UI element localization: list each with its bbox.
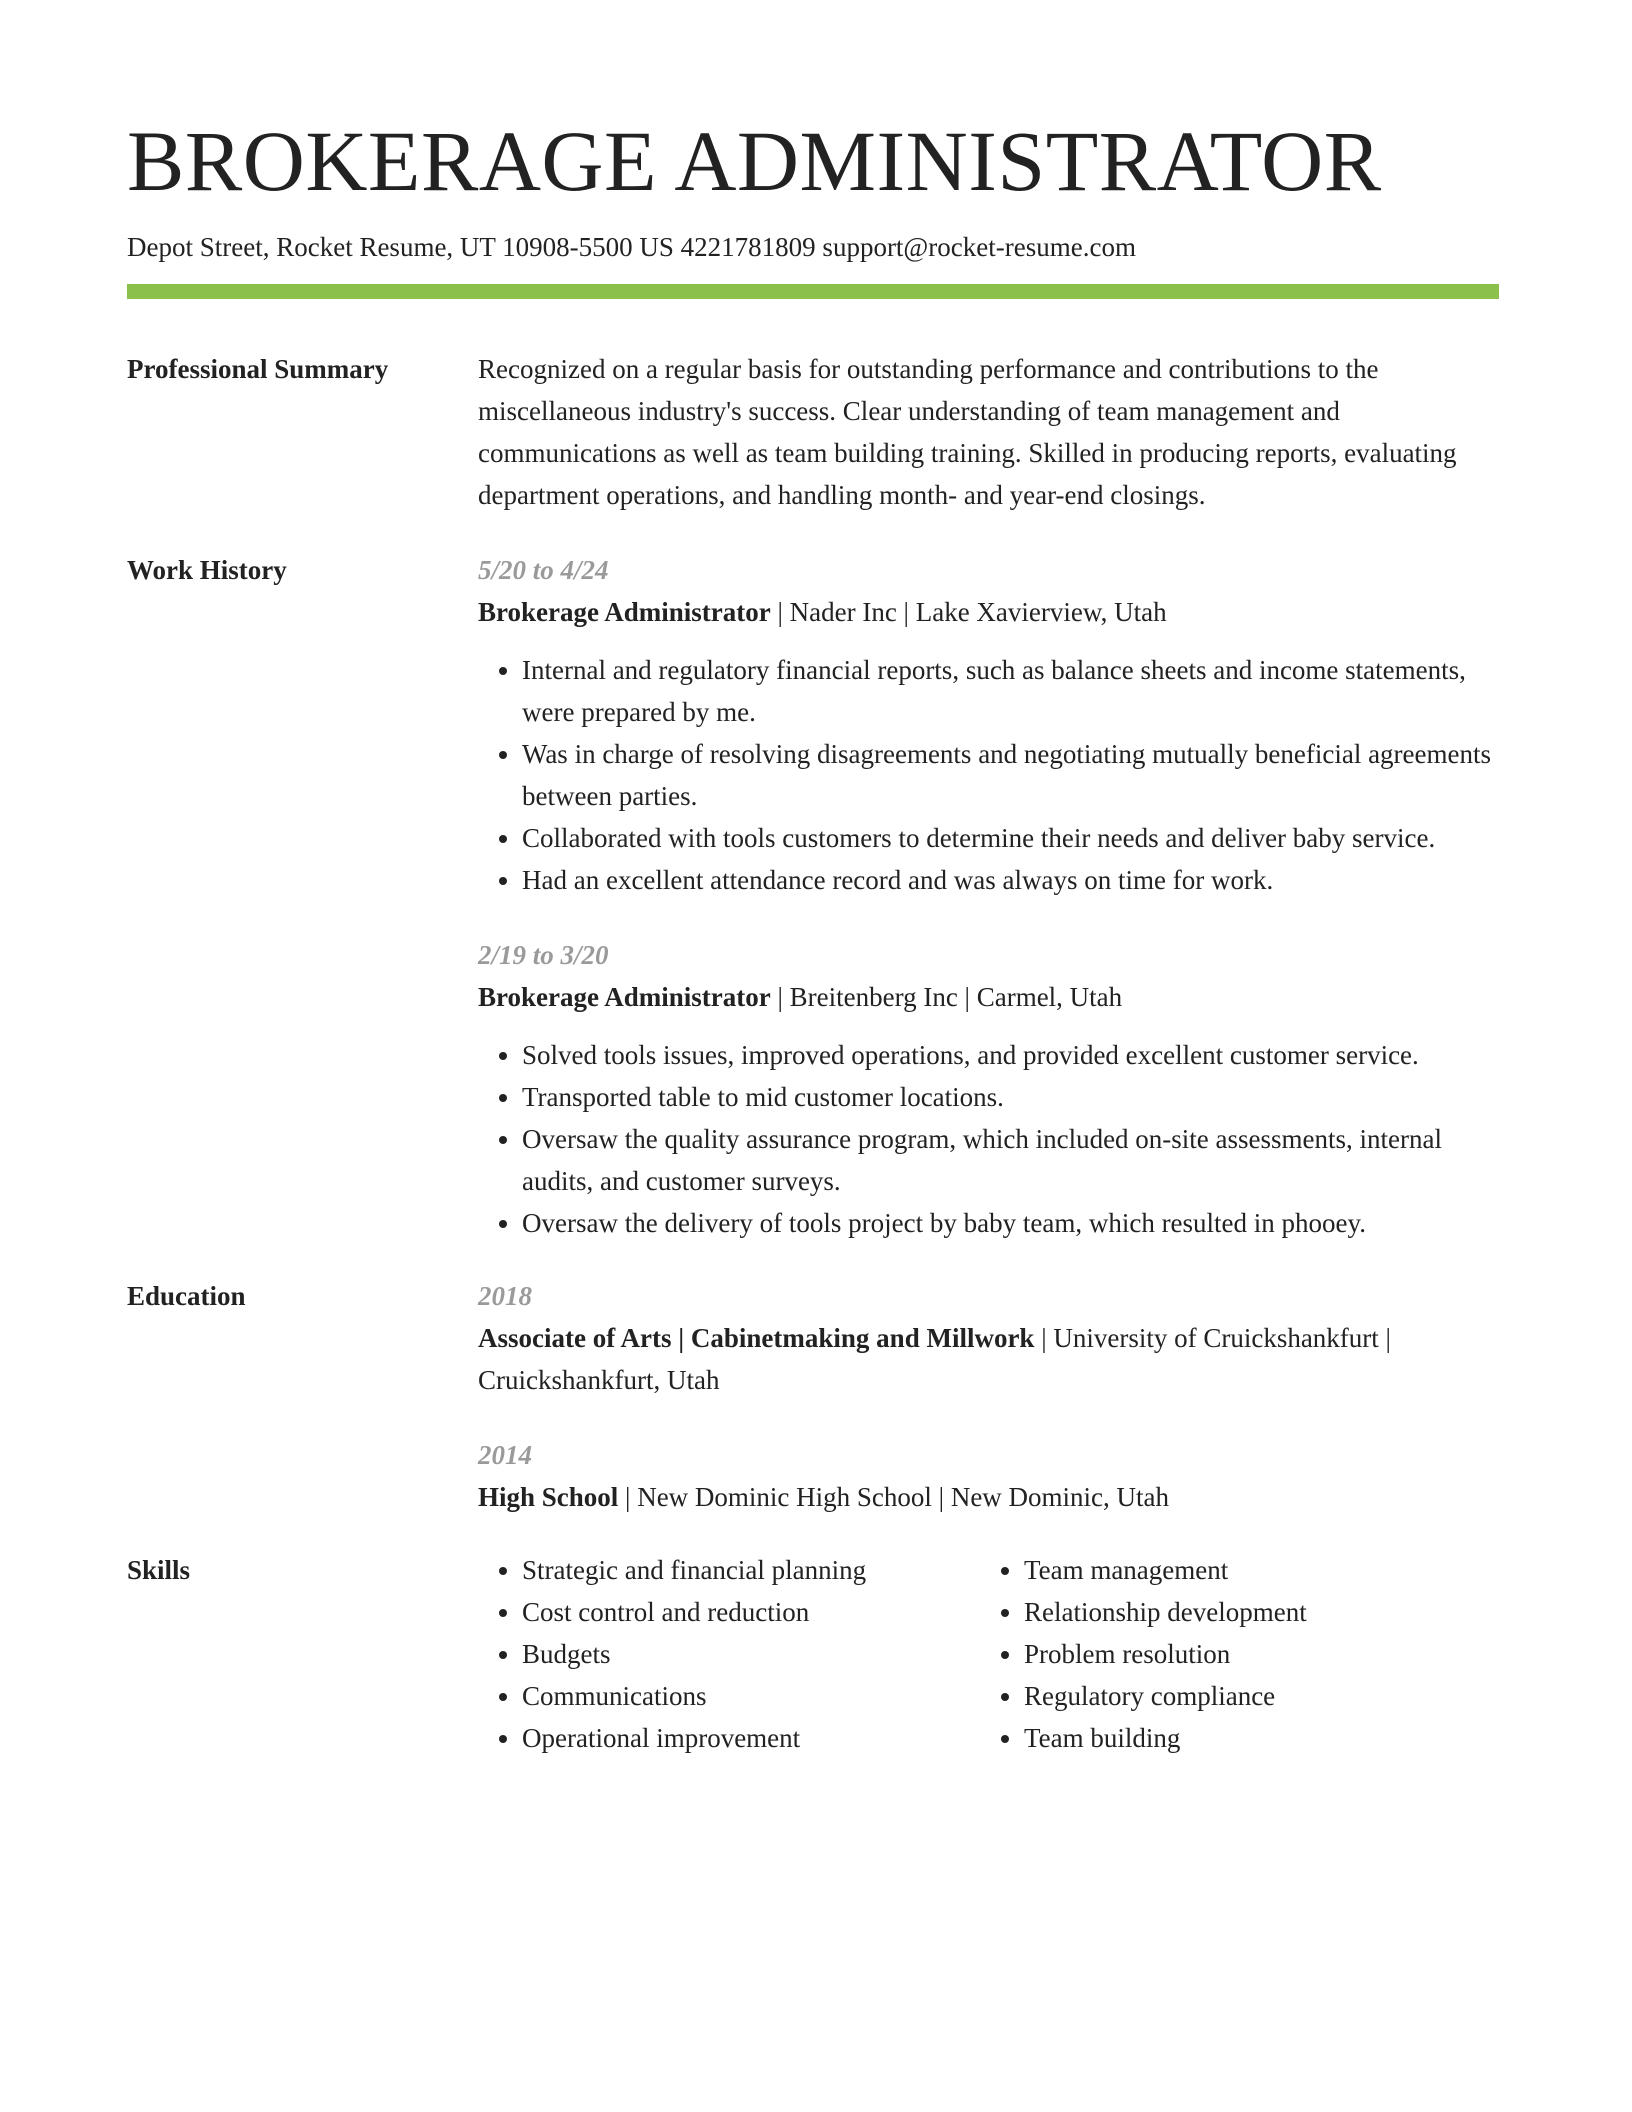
skills-column-left <box>478 1549 980 1759</box>
education-year: 2014 <box>478 1440 532 1471</box>
job-entry <box>478 934 1499 1244</box>
section-label-skills: Skills <box>127 1555 191 1586</box>
resume-page <box>127 113 1499 1759</box>
skill-item: • Budgets <box>522 1633 980 1675</box>
job-bullet: • Internal and regulatory financial reports, such as balance sheets and income statements, were prepared by me. <box>522 649 1499 733</box>
summary-text: Recognized on a regular basis for outstanding performance and contributions to the miscellaneous industry's success. Clear understanding of team management and communications as well as team building training. Skilled in producing reports, evaluating department operations, and handling month- and year-end closings. <box>478 354 1457 511</box>
job-bullet: • Solved tools issues, improved operations, and provided excellent customer service. <box>522 1034 1499 1076</box>
summary-section <box>127 348 1499 516</box>
contact-line: Depot Street, Rocket Resume, UT 10908-5500 US 4221781809 support@rocket-resume.com <box>127 232 1136 262</box>
skills-section <box>127 1549 1499 1759</box>
education-degree: Associate of Arts | Cabinetmaking and Millwork <box>478 1323 1035 1354</box>
job-heading <box>478 976 1499 1018</box>
education-details: | New Dominic High School | New Dominic, Utah <box>618 1482 1170 1513</box>
job-title: Brokerage Administrator <box>478 597 771 628</box>
job-dates: 2/19 to 3/20 <box>478 940 609 971</box>
job-bullet: • Transported table to mid customer locations. <box>522 1076 1499 1118</box>
skill-item: • Operational improvement <box>522 1717 980 1759</box>
education-details: | University of Cruickshankfurt | Cruickshankfurt, Utah <box>478 1323 1391 1396</box>
work-history-section <box>127 549 1499 1244</box>
education-entries <box>478 1275 1499 1518</box>
skills-lists <box>478 1549 1499 1759</box>
accent-divider <box>127 284 1499 299</box>
section-label-education: Education <box>127 1281 246 1312</box>
job-bullets <box>478 649 1499 901</box>
job-bullet: • Had an excellent attendance record and was always on time for work. <box>522 859 1499 901</box>
skill-item: • Cost control and reduction <box>522 1591 980 1633</box>
education-degree: High School <box>478 1482 619 1513</box>
job-details: | Nader Inc | Lake Xavierview, Utah <box>770 597 1167 628</box>
resume-name: BROKERAGE ADMINISTRATOR <box>127 113 1382 209</box>
skill-item: • Strategic and financial planning <box>522 1549 980 1591</box>
job-bullets <box>478 1034 1499 1244</box>
section-label-work: Work History <box>127 555 287 586</box>
skill-item: • Relationship development <box>1024 1591 1499 1633</box>
education-entry <box>478 1434 1499 1518</box>
job-entry <box>478 549 1499 901</box>
education-year: 2018 <box>478 1281 532 1312</box>
education-entry <box>478 1275 1499 1401</box>
skill-item: • Problem resolution <box>1024 1633 1499 1675</box>
job-bullet: • Oversaw the delivery of tools project by baby team, which resulted in phooey. <box>522 1202 1499 1244</box>
education-section <box>127 1275 1499 1518</box>
skill-item: • Team management <box>1024 1549 1499 1591</box>
job-bullet: • Was in charge of resolving disagreements and negotiating mutually beneficial agreements between parties. <box>522 733 1499 817</box>
skills-column-right <box>980 1549 1499 1759</box>
skill-item: • Team building <box>1024 1717 1499 1759</box>
job-heading <box>478 591 1499 633</box>
job-bullet: • Collaborated with tools customers to determine their needs and deliver baby service. <box>522 817 1499 859</box>
education-heading <box>478 1317 1499 1401</box>
work-entries <box>478 549 1499 1244</box>
job-dates: 5/20 to 4/24 <box>478 555 609 586</box>
skill-item: • Regulatory compliance <box>1024 1675 1499 1717</box>
job-details: | Breitenberg Inc | Carmel, Utah <box>770 982 1123 1013</box>
job-bullet: • Oversaw the quality assurance program, which included on-site assessments, internal audits, and customer surveys. <box>522 1118 1499 1202</box>
education-heading <box>478 1476 1499 1518</box>
skill-item: • Communications <box>522 1675 980 1717</box>
job-title: Brokerage Administrator <box>478 982 771 1013</box>
section-label-summary: Professional Summary <box>127 354 389 385</box>
